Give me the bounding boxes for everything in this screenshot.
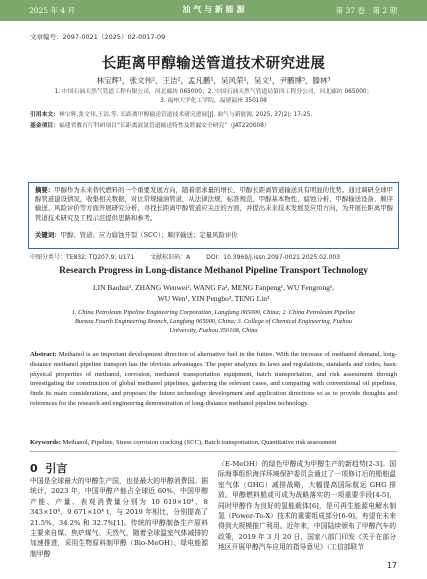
keywords-label: 关键词：	[35, 231, 61, 239]
chinese-affiliation-line: 3. 福州大学化工学院，福建福州 350108	[160, 98, 267, 104]
chinese-affiliations	[30, 88, 397, 106]
funding	[30, 122, 397, 131]
journal-header-bar	[0, 0, 427, 21]
chinese-keywords	[35, 231, 393, 240]
section-title: 引言	[45, 462, 68, 475]
header-date: 2025 年 4 月	[29, 6, 76, 15]
english-affiliations	[40, 308, 387, 335]
english-affiliation-line: University, Fuzhou 350108, China	[169, 327, 258, 334]
citation	[30, 111, 397, 120]
classification-line	[30, 252, 354, 261]
body-text-right-column: （E-MeOH）的绿色甲醇成为甲醇生产的新趋势[2-3]。国际海事组织海洋环境保护委员会通过了一项修订后的船舶温室气体（GHG）减排战略，大幅提高国际航运 GHG 排放。甲醇燃料船或可成为战略落实的一项重要手段[4-5]，同时甲醇作为良好的氢能载体[6]，是可再生能源电解水制氢（Power-To-X）技术的重要组成部分[6-9]，有望在未来得到大规模推广利用。近年来，中国陆续颁布了甲醇汽车的政策，2019 年 3 月 20 日，国家八部门印发《关于在部分地区开展甲醇汽车应用的指导意见》（工信部联节	[218, 460, 396, 552]
section-number: 0	[30, 462, 38, 475]
chinese-abstract-box	[28, 182, 399, 249]
page-number: 17	[386, 561, 397, 570]
keywords-text: 甲醇；管道；应力腐蚀开裂（SCC）；顺序输送；定量风险评价	[60, 231, 238, 239]
english-authors	[40, 282, 387, 304]
english-title: Research Progress in Long-distance Methanol Pipeline Transport Technology	[59, 266, 368, 276]
clc-number: 中图分类号：TE832; TQ207.9; U171	[30, 254, 135, 261]
document-code: 文献标识码：A	[150, 254, 191, 261]
header-issue: 第 37 卷 第 2 期	[335, 6, 397, 15]
doi: DOI：10.3969/j.issn.2097-0021.2025.02.003	[206, 254, 341, 261]
abstract-text: 甲醇作为未来替代燃料的一个重要发展方向，随着需求量的增长，甲醇长距离管道输送具有明显的优势。通过调研全球甲醇管道建设情况，收集相关数据，对比常规输油管道，从法律法规、标准规范、甲醇基本物性、腐蚀分析、甲醇输送设备、顺序输送、风险评价等方面开展研究分析，寻找长距离甲醇管道应关注的方面，并提出未来技术发展及应用方向，为开展长距离甲醇管道技术研究及工程示范提供思路和参考。	[35, 186, 394, 222]
abstract-label: 摘要：	[35, 186, 55, 194]
funding-label: 基金项目：	[30, 123, 59, 129]
citation-text: 林宝辉,张文伟,王洁,等. 长距离甲醇输送管道技术研究进展[J]. 油气与新能源, 2025, 37(2): 17-25.	[59, 112, 313, 118]
english-keywords	[30, 438, 397, 448]
english-affiliation-line: Bureau Fourth Engineering Branch, Langfang 065000, China; 3. College of Chemical Engineering, Fuzhou	[74, 318, 353, 325]
english-keywords-label: Keywords:	[30, 439, 61, 446]
chinese-abstract	[35, 186, 393, 223]
chinese-title: 长距离甲醇输送管道技术研究进展	[101, 55, 326, 72]
english-affiliation-line: 1. China Petroleum Pipeline Engineering Corporation, Langfang 065000, China; 2. China Petroleum Pipeline	[71, 309, 356, 316]
citation-label: 引用本文：	[30, 112, 59, 118]
english-abstract-label: Abstract:	[30, 351, 57, 358]
header-journal-name: 油 气 与 新 能 源	[182, 4, 245, 14]
divider	[30, 451, 397, 452]
english-author-line: LIN Baohui¹, ZHANG Wenwei², WANG Fa², MENG Fanpeng¹, WU Fengrong¹,	[92, 283, 335, 292]
body-text-left-column: 中国是全球最大的甲醇生产国，也是最大的甲醇消费国。据统计，2023 年，中国甲醇产能占全球近 60%，中国甲醇产能、产量、表观消费量分别为 10 619×10⁴、8 343×10⁴、9 671×10⁴ t，与 2019 年相比，分别提高了 21.5%、34.2% 和 32.7%[1]。传统的甲醇制备生产原料主要来自煤、焦炉煤气、天然气，随着全球温室气体减排的加速推进，采用生物原料制甲醇（Bio-MeOH）、绿电能源制甲醇	[30, 477, 208, 558]
english-abstract	[30, 350, 397, 409]
funding-text: 福建省教育厅科研项目“长距离液氨管道输送特性及泄漏安全研究”（JAT220008）	[59, 123, 270, 129]
english-author-line: WU Wen¹, YIN Pengbo³, TENG Lin³	[157, 294, 270, 303]
english-keywords-text: Methanol, Pipeline, Stress corrosion cracking (SCC), Batch transportation, Quantitative risk assessment	[62, 439, 337, 446]
section-heading	[30, 460, 67, 476]
english-abstract-text: Methanol is an important development direction of alternative fuel in the future. With the increase of methanol demand, long-distance methanol pipeline transport has the obvious advantages. The paper analyzes its laws and regulations, standards and codes, basic physical properties of methanol, corrosion, methanol transportation equipment, batch transportation, and risk assessment through investigating the construction of global methanol pipelines, gathering the relevant cases, and comparing with conventional oil pipelines, finds its main considerations, and proposes the future technology development and application directions so as to provide thoughts and references for the research and engineering demonstration of long-distance methanol pipeline technology.	[30, 351, 397, 407]
chinese-authors: 林宝辉¹，张文伟²，王洁²，孟凡鹏¹，吴风荣¹，吴文¹，尹鹏博³，滕林³	[96, 76, 331, 85]
article-number: 文章编号：2097-0021（2025）02-0017-09	[30, 33, 166, 41]
chinese-affiliation-line: 1. 中国石油天然气管道工程有限公司，河北廊坊 065000；2. 中国石油天然气管道局第四工程分公司，河北廊坊 065000；	[54, 89, 373, 95]
